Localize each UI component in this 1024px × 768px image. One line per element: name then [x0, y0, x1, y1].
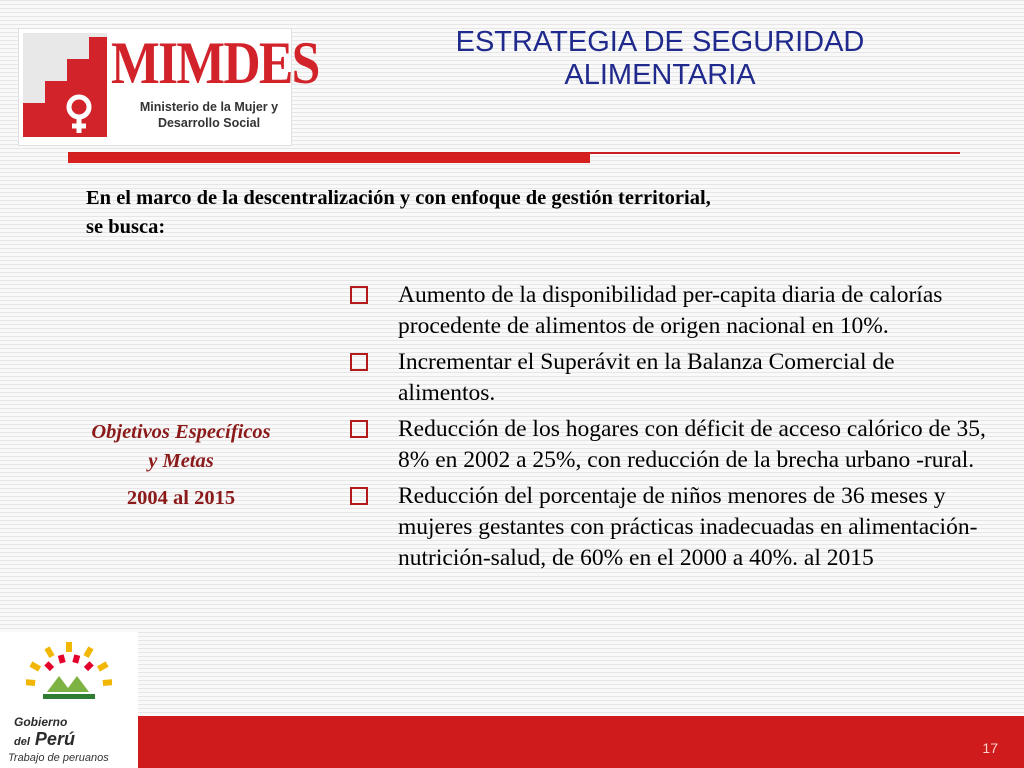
list-item-text: Reducción del porcentaje de niños menores de 36 meses y mujeres gestantes con prácticas inadecuadas en alimentación-nutrición-salud, de 60% en el 2000 a 40%. al 2015 [398, 483, 978, 571]
list-item [348, 481, 988, 574]
header-rule-thick [68, 153, 590, 163]
mimdes-logo [18, 28, 319, 146]
logo-name: MIMDES [111, 30, 319, 96]
intro-line1: En el marco de la descentralización y con enfoque de gestión territorial, [86, 187, 711, 209]
logo-subtitle-line2: Desarrollo Social [157, 116, 261, 130]
list-item-text: Reducción de los hogares con déficit de acceso calórico de 35, 8% en 2002 a 25%, con reducción de la brecha urbano -rural. [398, 416, 986, 473]
gobierno-peru-tagline: Trabajo de peruanos [8, 752, 109, 764]
objectives-label [40, 418, 322, 513]
list-item-text: Aumento de la disponibilidad per-capita diaria de calorías procedente de alimentos de origen nacional en 10%. [398, 282, 943, 339]
gobierno-peru-sun-icon [26, 638, 112, 708]
checkbox-bullet-icon [350, 353, 368, 371]
logo-subtitle-line1: Ministerio de la Mujer y [139, 100, 279, 114]
gov-name-del: del [14, 736, 30, 748]
intro-text [86, 184, 906, 242]
objectives-line1: Objetivos Específicos [91, 421, 271, 443]
logo-subtitle [139, 99, 279, 131]
intro-line2: se busca: [86, 216, 166, 238]
mimdes-logo-icon [23, 33, 107, 137]
checkbox-bullet-icon [350, 286, 368, 304]
objectives-years: 2004 al 2015 [126, 487, 236, 509]
objectives-list [348, 280, 988, 579]
slide-title-line1: ESTRATEGIA DE SEGURIDAD [455, 26, 865, 58]
gov-name-gobierno: Gobierno [14, 715, 68, 729]
slide-title [380, 26, 940, 92]
footer-bar [138, 716, 1024, 768]
list-item [348, 280, 988, 342]
gov-name-country: Perú [34, 729, 75, 749]
gobierno-peru-name [14, 714, 75, 751]
list-item-text: Incrementar el Superávit en la Balanza Comercial de alimentos. [398, 349, 895, 406]
checkbox-bullet-icon [350, 487, 368, 505]
list-item [348, 414, 988, 476]
checkbox-bullet-icon [350, 420, 368, 438]
objectives-line2: y Metas [148, 450, 214, 472]
list-item [348, 347, 988, 409]
page-number: 17 [982, 740, 998, 756]
slide-title-line2: ALIMENTARIA [564, 59, 756, 91]
gobierno-peru-logo [0, 632, 138, 768]
